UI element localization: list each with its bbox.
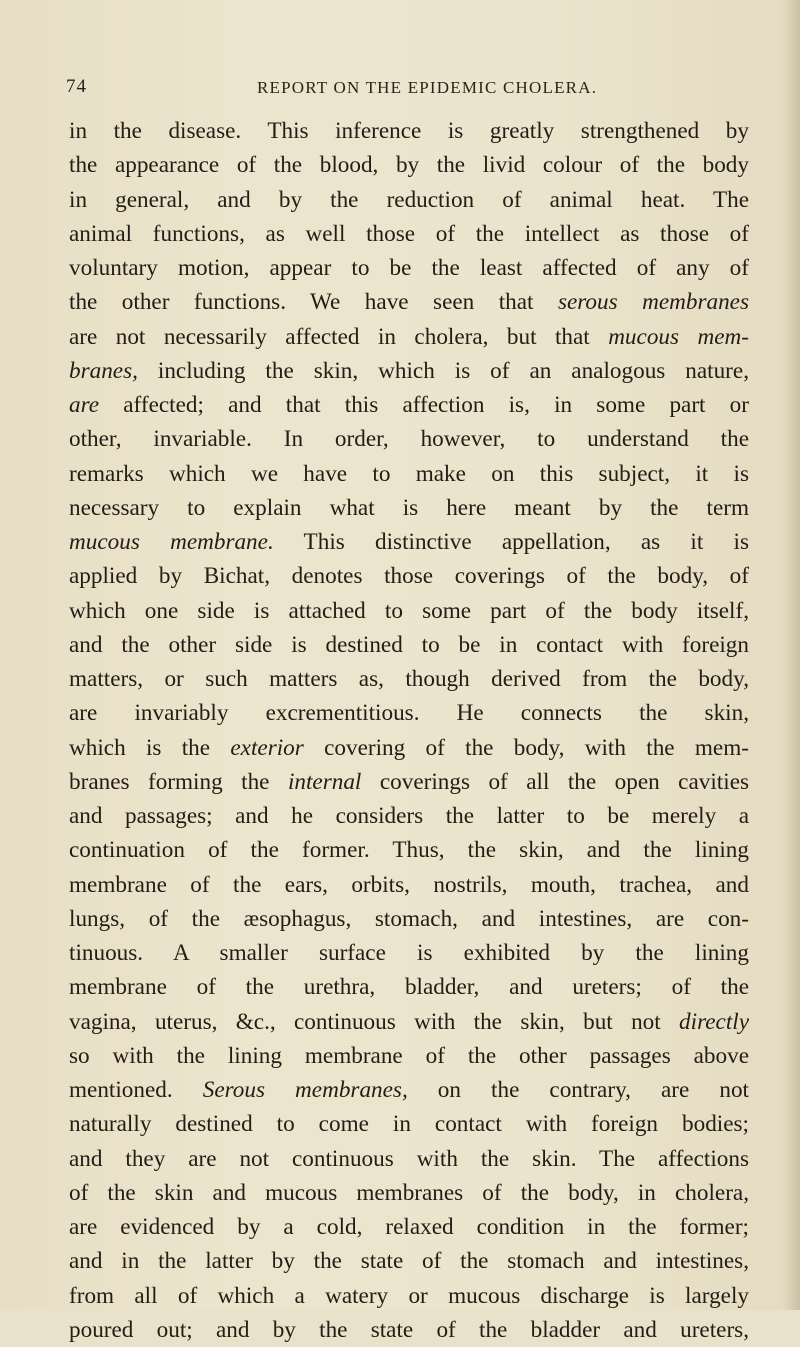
page-edge-shadow — [782, 0, 800, 1310]
text-run: and they are not continuous with the skin. The affections — [69, 1145, 749, 1172]
text-run: animal functions, as well those of the intellect as those of — [69, 220, 749, 247]
text-line — [69, 1244, 749, 1278]
text-run: and in the latter by the state of the stomach and intestines, — [69, 1248, 749, 1275]
text-line — [69, 388, 749, 422]
text-line — [69, 457, 749, 491]
text-run: on the contrary, are not — [407, 1077, 749, 1103]
text-line — [69, 765, 749, 799]
text-run: This distinctive appellation, as it is — [273, 529, 749, 555]
text-run: necessary to explain what is here meant by the term — [69, 494, 749, 521]
text-run: including the skin, which is of an analogous nature, — [137, 357, 749, 384]
text-run: naturally destined to come in contact with foreign bodies; — [69, 1111, 749, 1138]
text-line — [69, 628, 749, 662]
text-line — [69, 1073, 749, 1107]
italic-text: Serous membranes, — [202, 1077, 408, 1103]
text-line — [69, 662, 749, 696]
text-run: affected; and that this affection is, in some part or — [99, 392, 749, 418]
text-line — [69, 422, 749, 456]
text-line — [69, 1210, 749, 1244]
text-run: remarks which we have to make on this subject, it is — [69, 460, 749, 487]
text-line — [69, 285, 749, 319]
text-line — [69, 1005, 749, 1039]
text-line — [69, 902, 749, 936]
italic-text: mucous mem- — [608, 323, 749, 350]
text-run: are invariably excrementitious. He connects the skin, — [69, 700, 749, 727]
text-run: matters, or such matters as, though derived from the body, — [69, 666, 749, 692]
text-run: vagina, uterus, &c., continuous with the skin, but not — [69, 1008, 680, 1035]
text-line — [69, 525, 749, 559]
italic-text: directly — [679, 1008, 749, 1035]
text-line — [69, 799, 749, 833]
text-run: which one side is attached to some part of the body itself, — [69, 597, 749, 624]
text-run: the other functions. We have seen that — [69, 289, 558, 316]
text-run: in general, and by the reduction of animal heat. The — [69, 186, 749, 213]
page-header — [0, 78, 800, 102]
text-line — [69, 1039, 749, 1073]
text-line — [69, 696, 749, 730]
text-line — [69, 217, 749, 251]
text-run: lungs, of the æsophagus, stomach, and intestines, are con- — [69, 905, 749, 932]
text-line — [69, 148, 749, 182]
text-line — [69, 559, 749, 593]
text-line — [69, 354, 749, 388]
text-line — [69, 936, 749, 970]
italic-text: are — [69, 392, 100, 418]
text-line — [69, 731, 749, 765]
text-run: the appearance of the blood, by the livid colour of the body — [69, 152, 749, 179]
text-line — [69, 320, 749, 354]
text-line — [69, 251, 749, 285]
text-line — [69, 594, 749, 628]
text-run: membrane of the urethra, bladder, and ureters; of the — [69, 974, 749, 1001]
page-number: 74 — [66, 76, 87, 97]
text-run: are evidenced by a cold, relaxed condition in the former; — [69, 1214, 749, 1240]
text-line — [69, 491, 749, 525]
text-line — [69, 1176, 749, 1210]
text-line — [69, 1279, 749, 1313]
text-run: from all of which a watery or mucous discharge is largely — [69, 1282, 749, 1309]
text-run: mentioned. — [69, 1077, 203, 1103]
italic-text: mucous membrane. — [69, 529, 274, 555]
italic-text: branes, — [69, 357, 138, 384]
text-line — [69, 868, 749, 902]
text-run: applied by Bichat, denotes those coverings of the body, of — [69, 563, 749, 590]
text-line — [69, 1313, 749, 1347]
text-run: branes forming the — [69, 768, 288, 795]
text-run: membrane of the ears, orbits, nostrils, mouth, trachea, and — [69, 871, 749, 898]
italic-text: internal — [287, 768, 362, 795]
text-run: other, invariable. In order, however, to understand the — [69, 426, 749, 453]
italic-text: serous membranes — [557, 289, 749, 316]
text-run: and passages; and he considers the latter to be merely a — [69, 803, 749, 829]
italic-text: exterior — [230, 734, 304, 761]
text-run: coverings of all the open cavities — [361, 768, 750, 795]
text-run: tinuous. A smaller surface is exhibited by the lining — [69, 940, 749, 966]
running-head: REPORT ON THE EPIDEMIC CHOLERA. — [257, 78, 598, 97]
text-run: of the skin and mucous membranes of the body, in cholera, — [69, 1179, 749, 1206]
text-line — [69, 833, 749, 867]
text-line — [69, 183, 749, 217]
body-text — [69, 114, 749, 1347]
text-run: are not necessarily affected in cholera, but that — [69, 323, 609, 350]
text-run: in the disease. This inference is greatly strengthened by — [69, 118, 749, 144]
text-run: so with the lining membrane of the other passages above — [69, 1042, 749, 1069]
text-run: and the other side is destined to be in contact with foreign — [69, 631, 749, 658]
text-run: continuation of the former. Thus, the skin, and the lining — [69, 837, 749, 864]
text-run: voluntary motion, appear to be the least affected of any of — [69, 255, 749, 281]
text-run: covering of the body, with the mem- — [303, 734, 749, 761]
text-run: which is the — [69, 734, 231, 761]
text-line — [69, 1107, 749, 1141]
text-line — [69, 114, 749, 148]
text-line — [69, 970, 749, 1004]
text-line — [69, 1142, 749, 1176]
text-run: poured out; and by the state of the bladder and ureters, — [69, 1316, 749, 1343]
